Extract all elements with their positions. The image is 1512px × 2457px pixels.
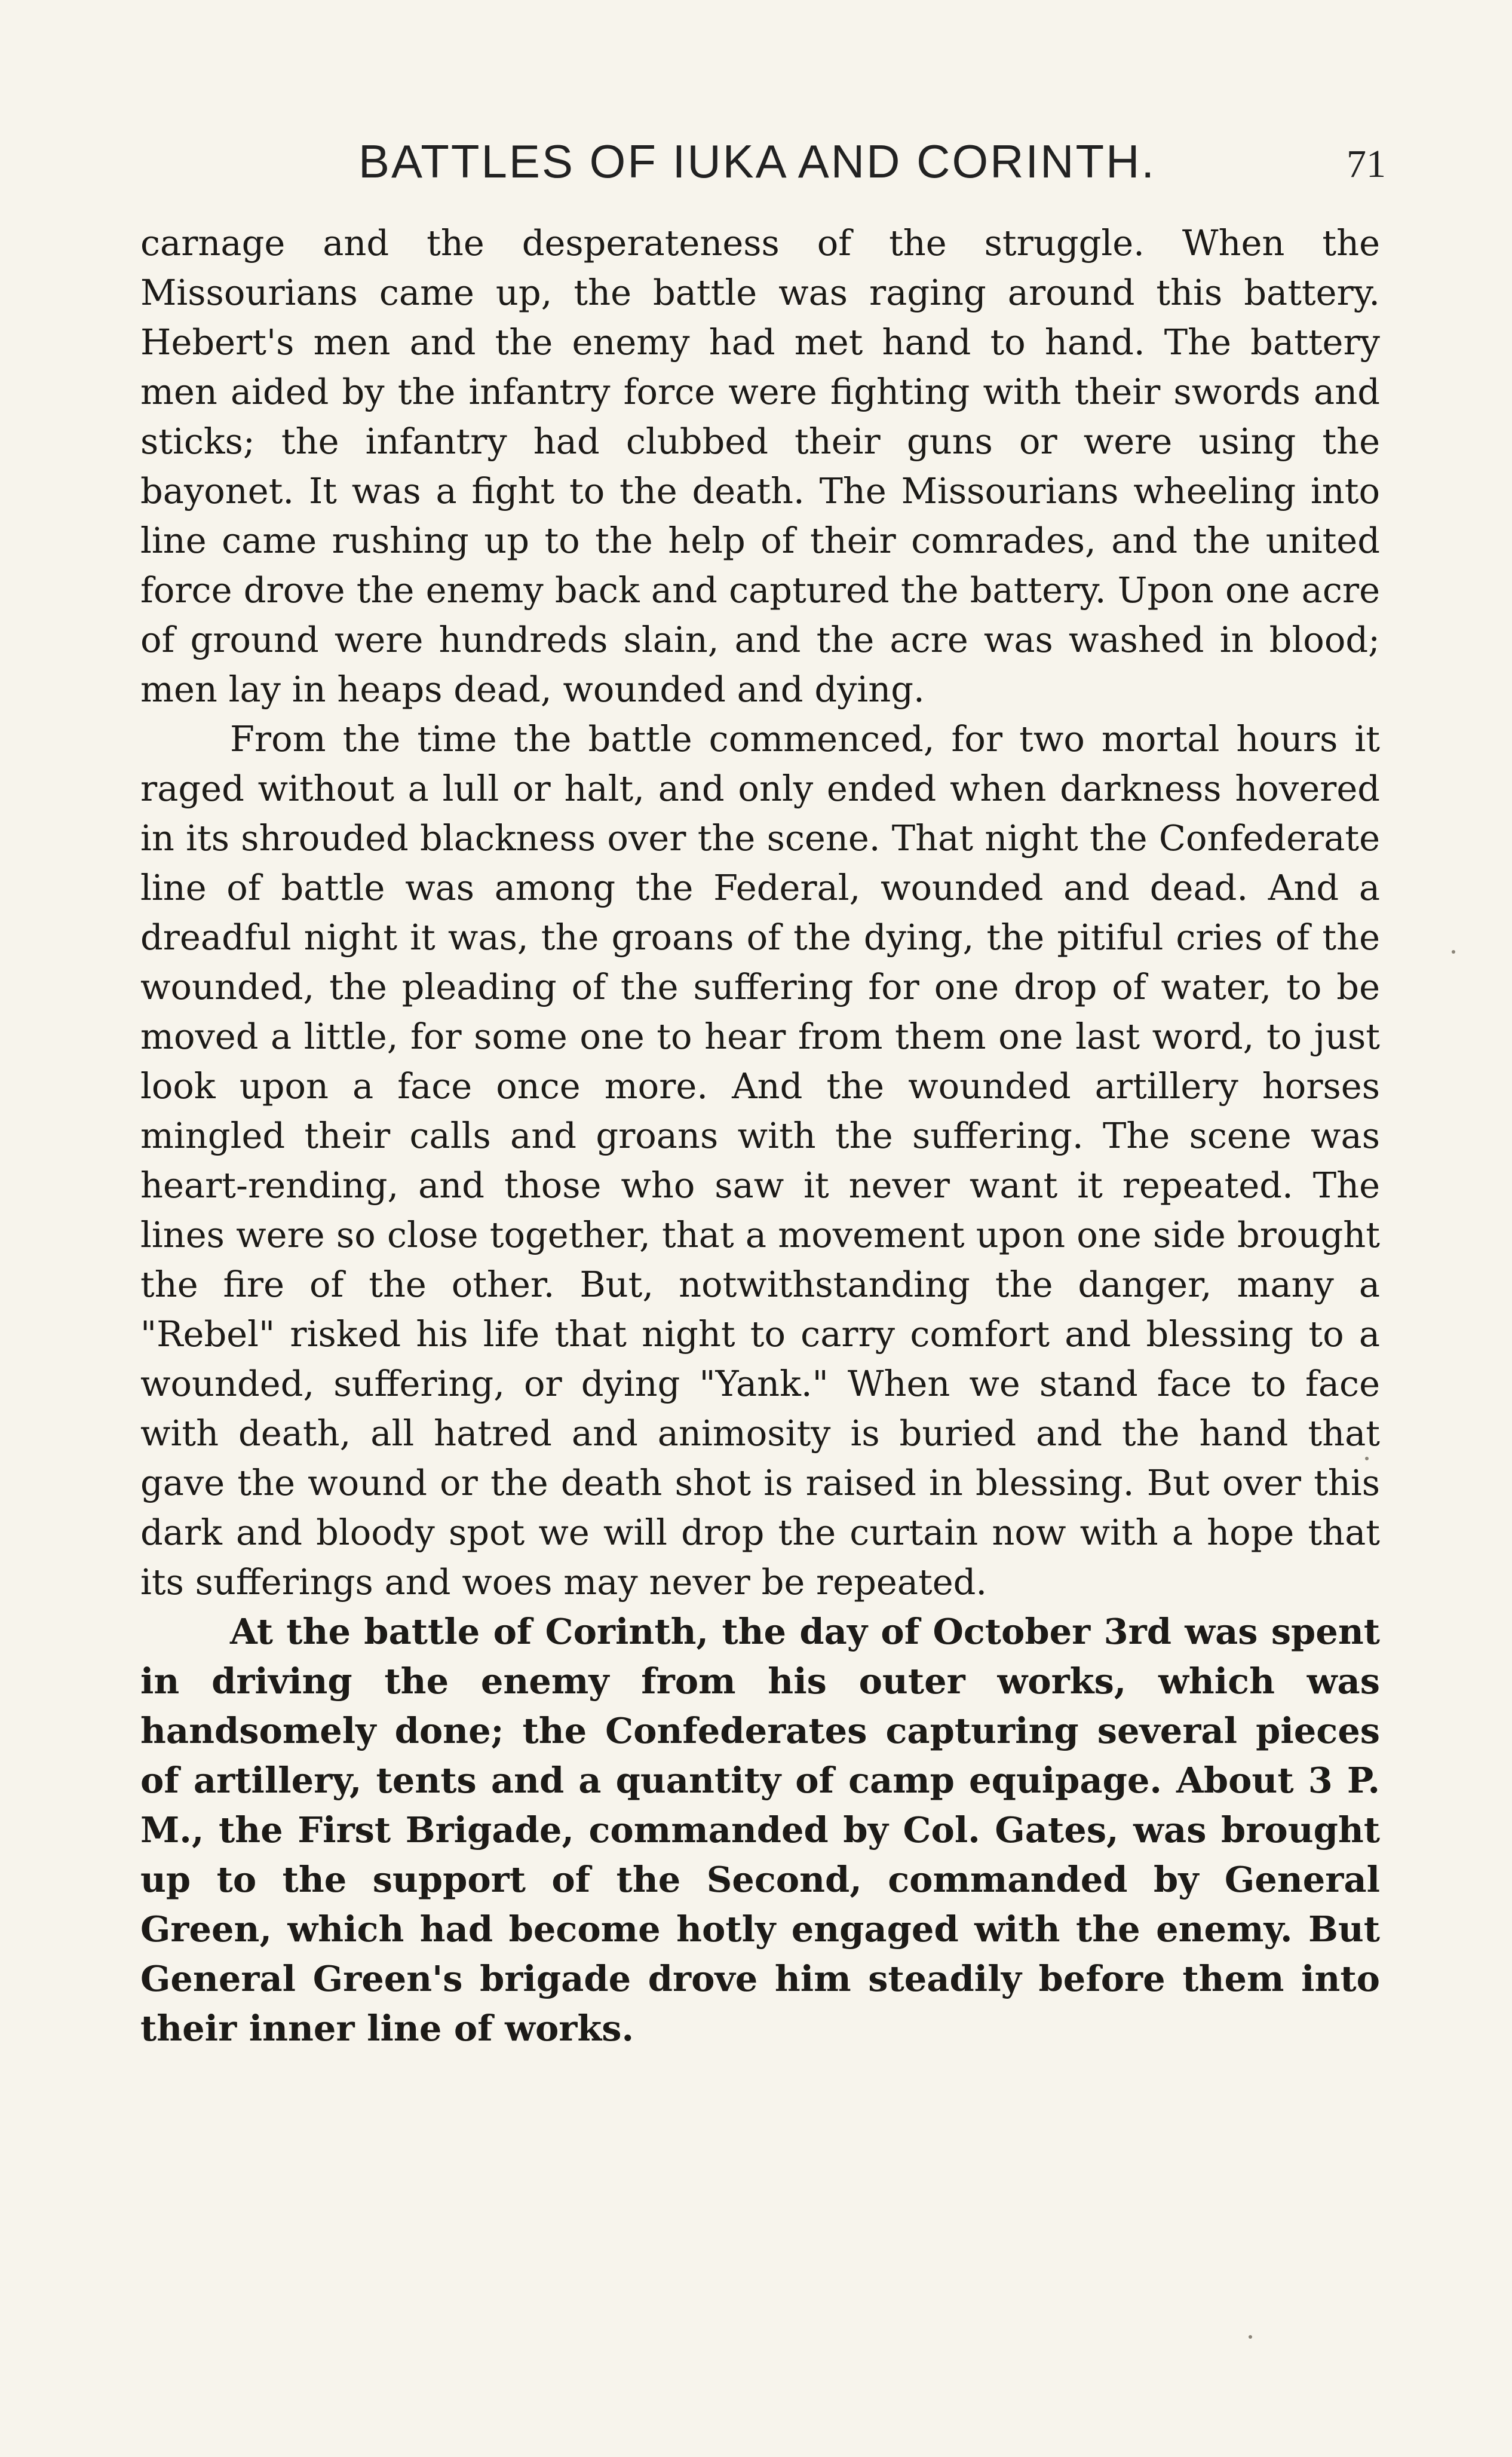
page-number: 71 (1347, 142, 1386, 186)
body-text (140, 218, 1380, 2053)
paragraph-night-after-battle: From the time the battle commenced, for two mortal hours it raged without a lull or halt, and only ended when darkness hovered in its shrouded blackness over the scene. That night the Confederate line of battle was among the Federal, wounded and dead. And a dreadful night it was, the groans of the dying, the pitiful cries of the wounded, the pleading of the suffering for one drop of water, to be moved a little, for some one to hear from them one last word, to just look upon a face once more. And the wounded artillery horses mingled their calls and groans with the suffering. The scene was heart-rending, and those who saw it never want it repeated. The lines were so close together, that a movement upon one side brought the fire of the other. But, notwithstanding the danger, many a "Rebel" risked his life that night to carry comfort and blessing to a wounded, suffering, or dying "Yank." When we stand face to face with death, all hatred and animosity is buried and the hand that gave the wound or the death shot is raised in blessing. But over this dark and bloody spot we will drop the curtain now with a hope that its sufferings and woes may never be repeated. (140, 718, 1380, 1603)
page-header (358, 134, 1386, 200)
paper-speck (1365, 1457, 1369, 1460)
paper-speck (1452, 950, 1455, 954)
paragraph-battle-of-corinth: At the battle of Corinth, the day of October 3rd was spent in driving the enemy from his outer works, which was handsomely done; the Confederates capturing several pieces of artillery, tents and a quantity of camp equipage. About 3 P. M., the First Brigade, commanded by Col. Gates, was brought up to the support of the Second, commanded by General Green, which had become hotly engaged with the enemy. But General Green's brigade drove him steadily before them into their inner line of works. (140, 1611, 1380, 2049)
paper-speck (1249, 2335, 1252, 2339)
paragraph-carnage: carnage and the desperateness of the struggle. When the Missourians came up, the battle was raging around this battery. Hebert's men and the enemy had met hand to hand. The battery men aided by the infantry force were fighting with their swords and sticks; the infantry had clubbed their guns or were using the bayonet. It was a fight to the death. The Missourians wheeling into line came rushing up to the help of their comrades, and the united force drove the enemy back and captured the battery. Upon one acre of ground were hundreds slain, and the acre was washed in blood; men lay in heaps dead, wounded and dying. (140, 222, 1380, 710)
running-title: BATTLES OF IUKA AND CORINTH. (358, 135, 1157, 188)
